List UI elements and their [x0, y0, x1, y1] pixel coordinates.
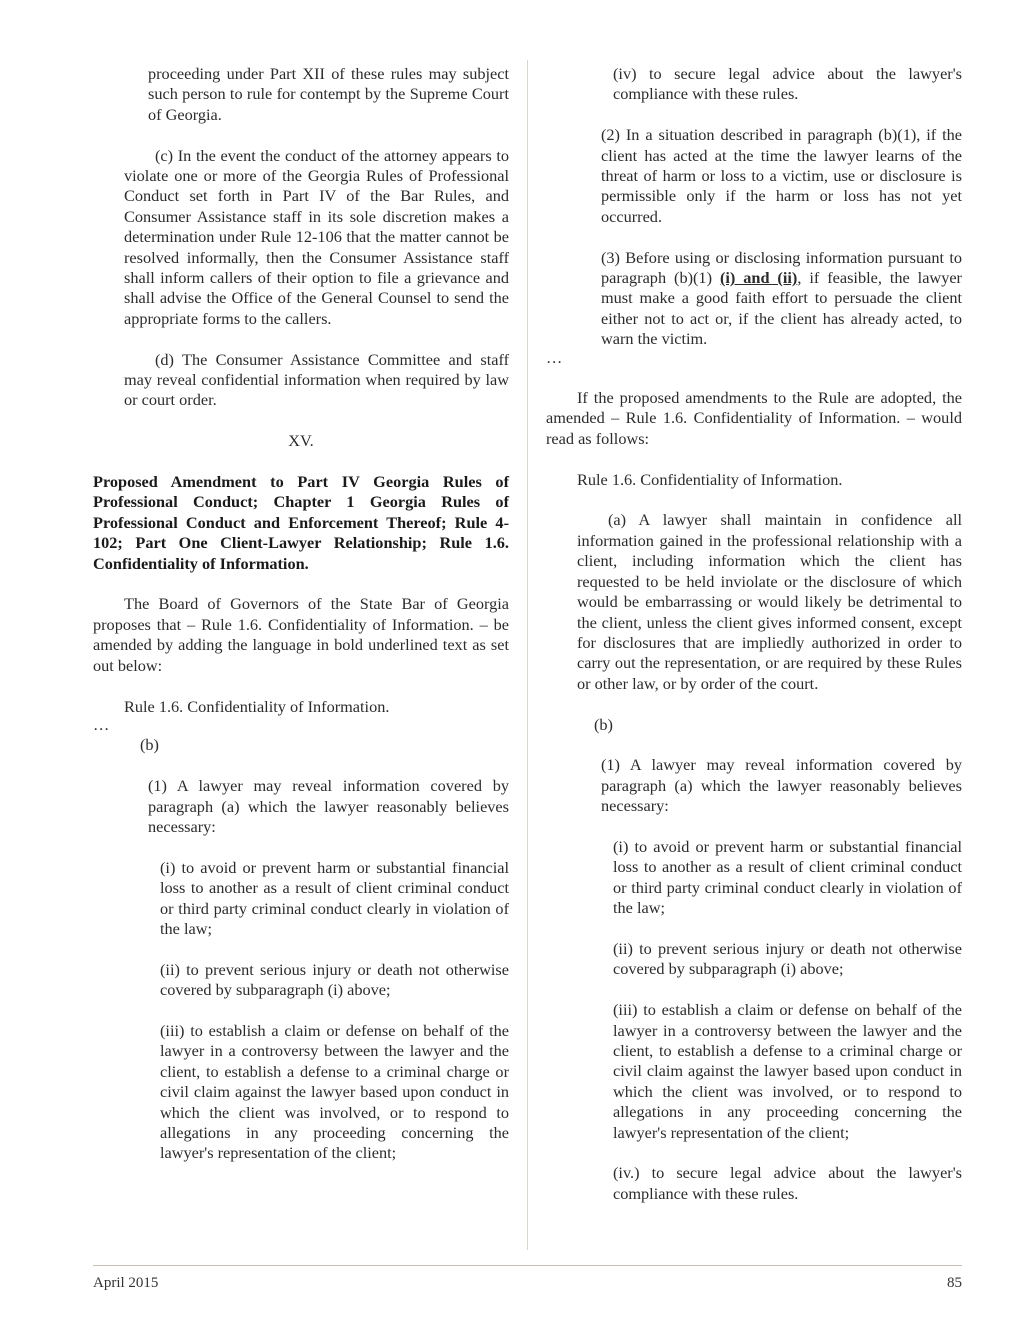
right-paragraph-3-post: , if feasible, the lawyer must make a good faith effort to persuade the client either not to act or, if the client has already acted, to warn the victim.: [601, 268, 962, 349]
left-paragraph-d: (d) The Consumer Assistance Committee and staff may reveal confidential information when required by law or court order.: [124, 349, 509, 410]
right-item-iv-top: (iv) to secure legal advice about the lawyer's compliance with these rules.: [613, 64, 962, 104]
right-b1: (1) A lawyer may reveal information covered by paragraph (a) which the lawyer reasonably believes necessary:: [601, 755, 962, 816]
left-column: [93, 64, 509, 1164]
left-item-iii: (iii) to establish a claim or defense on behalf of the lawyer in a controversy between the lawyer and the client, to establish a defense to a criminal charge or civil claim against the lawyer based upon conduct in which the client was involved, or to respond to allegations in any proceeding concerning the lawyer's representation of the client;: [160, 1020, 509, 1163]
right-item-ii: (ii) to prevent serious injury or death not otherwise covered by subparagraph (i) above;: [613, 938, 962, 979]
amendment-heading: Proposed Amendment to Part IV Georgia Rules of Professional Conduct; Chapter 1 Georgia Rules of Professional Conduct and Enforcement Thereof; Rule 4-102; Part One Client-Lawyer Relationship; Rule 1.6. Confidentiality of Information.: [93, 472, 509, 573]
footer-date: April 2015: [93, 1275, 159, 1291]
left-item-ii: (ii) to prevent serious injury or death not otherwise covered by subparagraph (i) above;: [160, 959, 509, 1000]
left-item-i: (i) to avoid or prevent harm or substantial financial loss to another as a result of client criminal conduct or third party criminal conduct clearly in violation of the law;: [160, 857, 509, 938]
right-paragraph-a: (a) A lawyer shall maintain in confidence all information gained in the professional relationship with a client, including information which the client has requested to be held inviolate or the disclosure of which would be embarrassing or would likely be detrimental to the client, unless the client gives informed consent, except for disclosures that are impliedly authorized in order to carry out the representation, or are required by these Rules or other law, or by order of the court.: [577, 510, 962, 693]
left-rule-title: Rule 1.6. Confidentiality of Information.: [124, 696, 390, 716]
right-item-iii: (iii) to establish a claim or defense on behalf of the lawyer in a controversy between the lawyer and the client, to establish a defense to a criminal charge or civil claim against the lawyer based upon conduct in which the client was involved, or to respond to allegations in any proceeding concerning the lawyer's representation of the client;: [613, 1000, 962, 1142]
right-item-i: (i) to avoid or prevent harm or substantial financial loss to another as a result of client criminal conduct or third party criminal conduct clearly in violation of the law;: [613, 836, 962, 918]
section-number: XV.: [288, 431, 314, 451]
left-b1: (1) A lawyer may reveal information covered by paragraph (a) which the lawyer reasonably believes necessary:: [148, 776, 509, 836]
left-paragraph-contempt: proceeding under Part XII of these rules may subject such person to rule for contempt by the Supreme Court of Georgia.: [148, 64, 509, 124]
right-paragraph-2: (2) In a situation described in paragraph (b)(1), if the client has acted at the time the lawyer learns of the threat of harm or loss to a victim, use or disclosure is permissible only if the harm or loss has not yet occurred.: [601, 125, 962, 226]
right-b-label: (b): [594, 714, 613, 734]
left-b-label: (b): [140, 735, 159, 755]
right-rule-title: Rule 1.6. Confidentiality of Information.: [577, 469, 843, 489]
right-ellipsis: …: [546, 347, 563, 367]
amendment-intro: The Board of Governors of the State Bar of Georgia proposes that – Rule 1.6. Confidentiality of Information. – be amended by adding the language in bold underlined text as set out below:: [93, 594, 509, 675]
left-ellipsis: …: [93, 714, 110, 734]
footer-rule: [93, 1265, 962, 1266]
right-paragraph-3: [601, 248, 962, 350]
right-item-iv: (iv.) to secure legal advice about the lawyer's compliance with these rules.: [613, 1163, 962, 1203]
left-paragraph-c: (c) In the event the conduct of the attorney appears to violate one or more of the Georgia Rules of Professional Conduct set forth in Part IV of the Bar Rules, and Consumer Assistance staff in its sole discretion makes a determination under Rule 12-106 that the matter cannot be resolved informally, then the Consumer Assistance staff shall inform callers of their option to file a grievance and shall advise the Office of the General Counsel to send the appropriate forms to the callers.: [124, 145, 509, 328]
right-paragraph-3-pre: (3) Before using or disclosing information pursuant to paragraph (b)(1): [601, 247, 962, 288]
right-column: [546, 64, 962, 1204]
if-adopted-paragraph: If the proposed amendments to the Rule are adopted, the amended – Rule 1.6. Confidentiality of Information. – would read as follows:: [546, 388, 962, 448]
underlined-amendment: (i) and (ii): [719, 268, 798, 288]
column-divider: [527, 60, 528, 1250]
page-number: 85: [947, 1275, 962, 1291]
